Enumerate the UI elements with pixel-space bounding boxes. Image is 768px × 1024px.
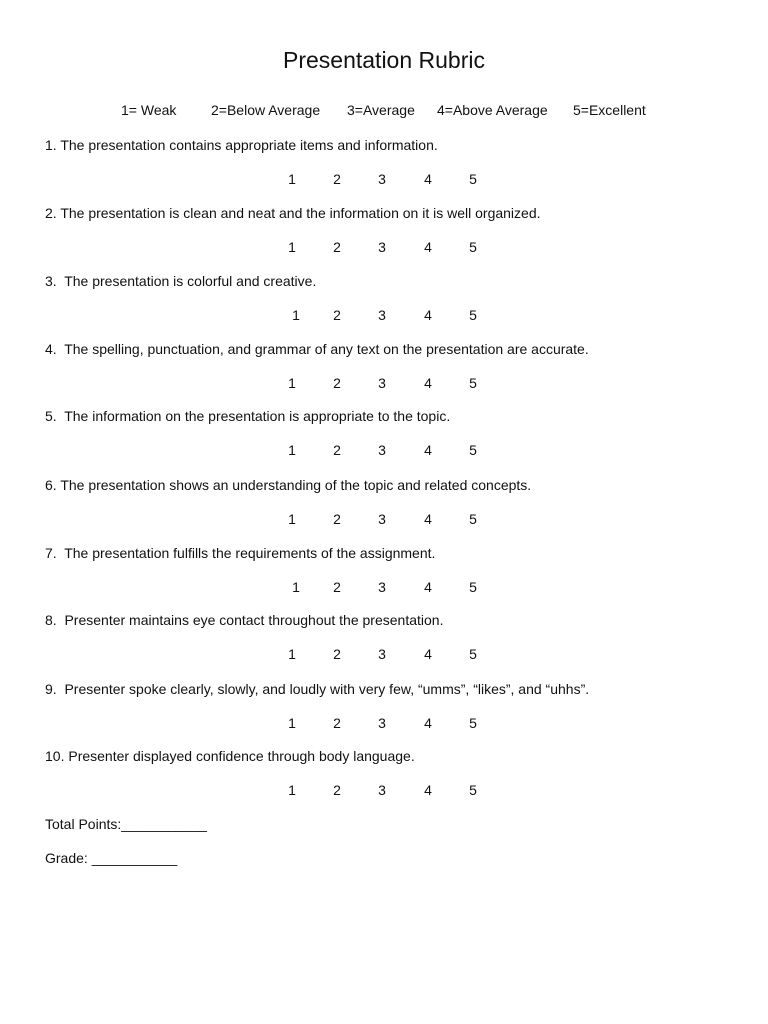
rating-option-3[interactable]: 3 [378,511,386,527]
rating-option-1[interactable]: 1 [288,239,296,255]
question-2-rating-scale [0,238,768,256]
rating-option-1[interactable]: 1 [288,782,296,798]
page-title: Presentation Rubric [283,47,485,73]
rating-option-4[interactable]: 4 [424,715,432,731]
rating-option-4[interactable]: 4 [424,511,432,527]
legend-item-excellent: 5=Excellent [573,102,646,118]
rating-option-2[interactable]: 2 [333,579,341,595]
question-6-text: 6. The presentation shows an understanding of the topic and related concepts. [45,477,532,493]
rating-option-5[interactable]: 5 [469,511,477,527]
question-7-text: 7. The presentation fulfills the requirements of the assignment. [45,545,436,561]
rating-option-4[interactable]: 4 [424,171,432,187]
rating-option-5[interactable]: 5 [469,239,477,255]
rating-option-4[interactable]: 4 [424,375,432,391]
rating-option-2[interactable]: 2 [333,442,341,458]
question-3-text: 3. The presentation is colorful and creative. [45,273,317,289]
rating-option-4[interactable]: 4 [424,646,432,662]
question-4-text: 4. The spelling, punctuation, and grammar of any text on the presentation are accurate. [45,341,589,357]
rating-option-4[interactable]: 4 [424,239,432,255]
total-points-line: Total Points:___________ [45,816,207,832]
rating-option-3[interactable]: 3 [378,579,386,595]
rating-option-2[interactable]: 2 [333,171,341,187]
rating-option-1[interactable]: 1 [288,646,296,662]
rating-option-3[interactable]: 3 [378,239,386,255]
question-9-text: 9. Presenter spoke clearly, slowly, and loudly with very few, “umms”, “likes”, and “uhhs”. [45,681,590,697]
rating-option-3[interactable]: 3 [378,171,386,187]
grade-line: Grade: ___________ [45,850,178,866]
rating-option-5[interactable]: 5 [469,782,477,798]
rating-option-2[interactable]: 2 [333,307,341,323]
rating-option-1[interactable]: 1 [288,442,296,458]
question-1-rating-scale [0,170,768,188]
question-4-rating-scale [0,374,768,392]
rating-option-4[interactable]: 4 [424,307,432,323]
rating-option-2[interactable]: 2 [333,511,341,527]
rating-option-3[interactable]: 3 [378,782,386,798]
question-1-text: 1. The presentation contains appropriate items and information. [45,137,438,153]
rating-option-2[interactable]: 2 [333,646,341,662]
rating-option-5[interactable]: 5 [469,375,477,391]
rating-option-1[interactable]: 1 [288,171,296,187]
question-10-text: 10. Presenter displayed confidence through body language. [45,748,415,764]
question-2-text: 2. The presentation is clean and neat and the information on it is well organized. [45,205,541,221]
question-7-rating-scale [0,578,768,596]
rating-option-3[interactable]: 3 [378,442,386,458]
rating-option-3[interactable]: 3 [378,375,386,391]
rating-option-4[interactable]: 4 [424,579,432,595]
question-8-text: 8. Presenter maintains eye contact throughout the presentation. [45,612,444,628]
rating-option-5[interactable]: 5 [469,307,477,323]
legend-item-above-average: 4=Above Average [437,102,548,118]
rating-option-3[interactable]: 3 [378,646,386,662]
rating-option-1[interactable]: 1 [288,511,296,527]
rating-option-2[interactable]: 2 [333,715,341,731]
legend-item-below-average: 2=Below Average [211,102,321,118]
legend-item-weak: 1= Weak [121,102,177,118]
rating-legend [0,102,768,122]
rating-option-4[interactable]: 4 [424,442,432,458]
question-6-rating-scale [0,510,768,528]
rating-option-2[interactable]: 2 [333,782,341,798]
question-5-text: 5. The information on the presentation is appropriate to the topic. [45,408,451,424]
question-10-rating-scale [0,781,768,799]
rating-option-2[interactable]: 2 [333,375,341,391]
rating-option-5[interactable]: 5 [469,646,477,662]
rating-option-5[interactable]: 5 [469,579,477,595]
rating-option-5[interactable]: 5 [469,442,477,458]
legend-item-average: 3=Average [347,102,415,118]
rating-option-1[interactable]: 1 [288,375,296,391]
rating-option-3[interactable]: 3 [378,715,386,731]
rating-option-3[interactable]: 3 [378,307,386,323]
rating-option-1[interactable]: 1 [292,579,300,595]
question-3-rating-scale [0,306,768,324]
question-5-rating-scale [0,441,768,459]
rating-option-4[interactable]: 4 [424,782,432,798]
question-9-rating-scale [0,714,768,732]
rating-option-1[interactable]: 1 [288,715,296,731]
rating-option-1[interactable]: 1 [292,307,300,323]
rating-option-5[interactable]: 5 [469,171,477,187]
question-8-rating-scale [0,645,768,663]
rating-option-5[interactable]: 5 [469,715,477,731]
rating-option-2[interactable]: 2 [333,239,341,255]
